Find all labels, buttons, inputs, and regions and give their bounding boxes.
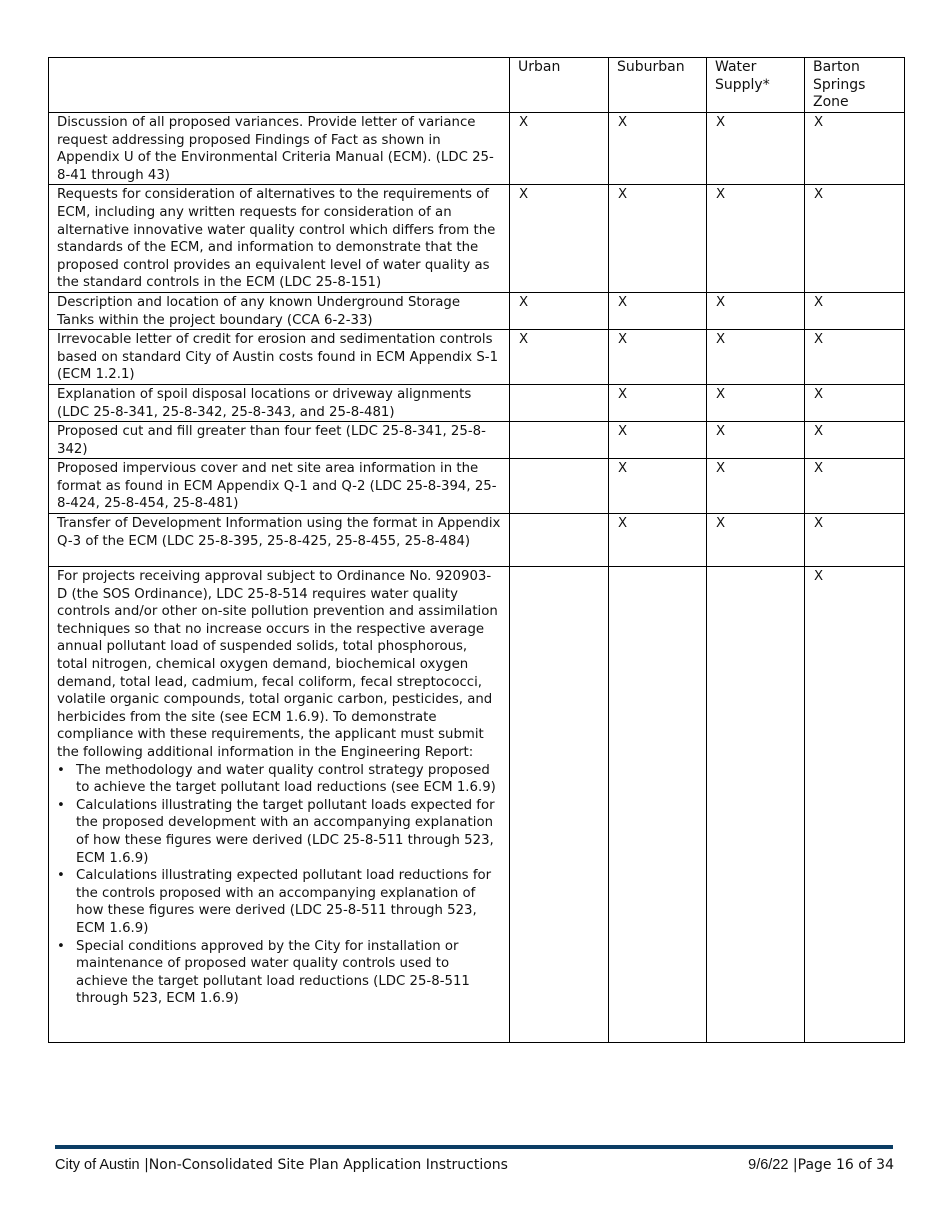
mark-barton-springs: X	[805, 384, 905, 421]
mark-suburban	[609, 567, 707, 1043]
mark-barton-springs: X	[805, 422, 905, 459]
row-description: Discussion of all proposed variances. Provide letter of variance request addressing proposed Findings of Fact as shown in Appendix U of the Environmental Criteria Manual (ECM). (LDC 25-8-41 through 43)	[49, 113, 510, 185]
footer-right	[748, 1156, 894, 1174]
mark-barton-springs: X	[805, 185, 905, 293]
bullet-icon: •	[57, 797, 65, 813]
footer-separator: |	[792, 1157, 798, 1173]
list-item	[57, 797, 501, 867]
mark-urban	[510, 422, 609, 459]
list-item	[57, 867, 501, 937]
mark-barton-springs: X	[805, 330, 905, 385]
table-row	[49, 330, 905, 385]
mark-suburban: X	[609, 330, 707, 385]
mark-urban	[510, 384, 609, 421]
bullet-icon: •	[57, 762, 65, 778]
list-item-text: The methodology and water quality control strategy proposed to achieve the target pollutant load reductions (see ECM 1.6.9)	[76, 762, 496, 796]
mark-water-supply: X	[707, 384, 805, 421]
sos-ordinance-text: For projects receiving approval subject to Ordinance No. 920903-D (the SOS Ordinance), LDC 25-8-514 requires water quality controls and/or other on-site pollution prevention and assimilation techniques so that no increase occurs in the respective average annual pollutant load of suspended solids, total phosphorous, total nitrogen, chemical oxygen demand, biochemical oxygen demand, total lead, cadmium, fecal coliform, fecal streptococci, volatile organic compounds, total organic carbon, pesticides, and herbicides from the site (see ECM 1.6.9). To demonstrate compliance with these requirements, the applicant must submit the following additional information in the Engineering Report:	[57, 569, 498, 760]
row-description: Proposed impervious cover and net site area information in the format as found in ECM Appendix Q-1 and Q-2 (LDC 25-8-394, 25-8-424, 25-8-454, 25-8-481)	[49, 459, 510, 514]
mark-urban: X	[510, 185, 609, 293]
table-row	[49, 422, 905, 459]
mark-urban	[510, 459, 609, 514]
mark-suburban: X	[609, 422, 707, 459]
mark-urban: X	[510, 292, 609, 329]
mark-water-supply: X	[707, 330, 805, 385]
list-item-text: Special conditions approved by the City for installation or maintenance of proposed water quality controls used to achieve the target pollutant load reductions (LDC 25-8-511 through 523, ECM 1.6.9)	[76, 938, 470, 1007]
list-item-text: Calculations illustrating the target pollutant loads expected for the proposed development with an accompanying explanation of how these figures were derived (LDC 25-8-511 through 523, ECM 1.6.9)	[76, 797, 495, 866]
mark-barton-springs: X	[805, 514, 905, 567]
mark-water-supply	[707, 567, 805, 1043]
row-description	[49, 567, 510, 1043]
table-row	[49, 384, 905, 421]
mark-water-supply: X	[707, 185, 805, 293]
footer-org: City of Austin	[55, 1157, 140, 1173]
mark-urban	[510, 514, 609, 567]
mark-water-supply: X	[707, 422, 805, 459]
mark-barton-springs: X	[805, 113, 905, 185]
mark-barton-springs: X	[805, 567, 905, 1043]
row-description: Explanation of spoil disposal locations or driveway alignments (LDC 25-8-341, 25-8-342, 25-8-343, and 25-8-481)	[49, 384, 510, 421]
row-description: Requests for consideration of alternatives to the requirements of ECM, including any written requests for consideration of an alternative innovative water quality control which differs from the standards of the ECM, and information to demonstrate that the proposed control provides an equivalent level of water quality as the standard controls in the ECM (LDC 25-8-151)	[49, 185, 510, 293]
header-cell-description	[49, 58, 510, 113]
row-description: Proposed cut and fill greater than four feet (LDC 25-8-341, 25-8-342)	[49, 422, 510, 459]
mark-water-supply: X	[707, 113, 805, 185]
mark-barton-springs: X	[805, 459, 905, 514]
footer-separator: |	[144, 1157, 149, 1173]
mark-suburban: X	[609, 384, 707, 421]
header-row	[49, 58, 905, 113]
mark-suburban: X	[609, 185, 707, 293]
requirements-table	[48, 57, 905, 1043]
list-item-text: Calculations illustrating expected pollutant load reductions for the controls proposed with an accompanying explanation of how these figures were derived (LDC 25-8-511 through 523, ECM 1.6.9)	[76, 868, 492, 936]
table-row	[49, 113, 905, 185]
mark-water-supply: X	[707, 514, 805, 567]
row-description: Transfer of Development Information using the format in Appendix Q-3 of the ECM (LDC 25-8-395, 25-8-425, 25-8-455, 25-8-484)	[49, 514, 510, 567]
table-row	[49, 514, 905, 567]
mark-urban	[510, 567, 609, 1043]
mark-suburban: X	[609, 514, 707, 567]
table-row	[49, 459, 905, 514]
mark-urban: X	[510, 113, 609, 185]
row-description: Description and location of any known Underground Storage Tanks within the project boundary (CCA 6-2-33)	[49, 292, 510, 329]
footer-date: 9/6/22	[748, 1157, 789, 1173]
table-row	[49, 567, 905, 1043]
list-item	[57, 762, 501, 797]
row-description: Irrevocable letter of credit for erosion and sedimentation controls based on standard City of Austin costs found in ECM Appendix S-1 (ECM 1.2.1)	[49, 330, 510, 385]
mark-water-supply: X	[707, 292, 805, 329]
header-cell-suburban: Suburban	[609, 58, 707, 113]
mark-suburban: X	[609, 459, 707, 514]
bullet-icon: •	[57, 938, 65, 954]
table-row	[49, 292, 905, 329]
list-item	[57, 938, 501, 1008]
footer-page-number: Page 16 of 34	[797, 1157, 894, 1173]
mark-suburban: X	[609, 292, 707, 329]
footer-left	[55, 1156, 508, 1174]
footer-rule	[55, 1145, 893, 1149]
mark-water-supply: X	[707, 459, 805, 514]
header-cell-barton-springs: Barton Springs Zone	[805, 58, 905, 113]
mark-urban: X	[510, 330, 609, 385]
table-row	[49, 185, 905, 293]
footer-doc-title: Non-Consolidated Site Plan Application Instructions	[148, 1157, 508, 1173]
header-cell-water-supply: Water Supply*	[707, 58, 805, 113]
requirement-bullet-list	[57, 762, 501, 1008]
mark-suburban: X	[609, 113, 707, 185]
header-cell-urban: Urban	[510, 58, 609, 113]
bullet-icon: •	[57, 868, 65, 884]
mark-barton-springs: X	[805, 292, 905, 329]
